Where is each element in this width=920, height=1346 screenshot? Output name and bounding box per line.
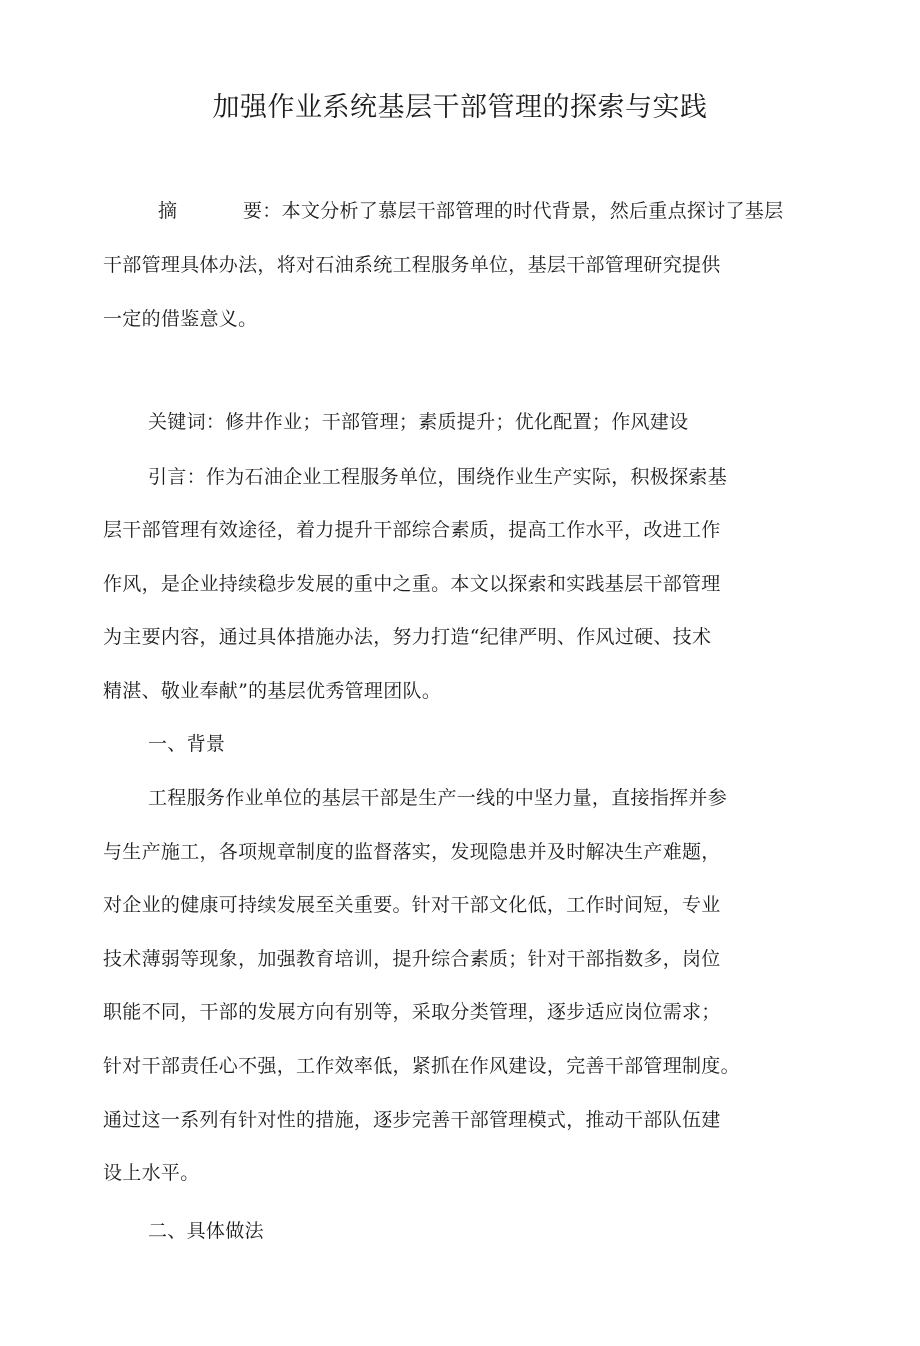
paragraph-line: 层干部管理有效途径，着力提升干部综合素质，提高工作水平，改进工作 xyxy=(103,519,721,541)
paragraph-line: 引言：作为石油企业工程服务单位，围绕作业生产实际，积极探索基 xyxy=(148,466,728,488)
keywords-line: 关键词：修井作业；干部管理；素质提升；优化配置；作风建设 xyxy=(148,411,689,433)
document-title: 加强作业系统基层干部管理的探索与实践 xyxy=(212,92,708,123)
paragraph-line: 工程服务作业单位的基层干部是生产一线的中坚力量，直接指挥并参 xyxy=(148,787,728,809)
paragraph-line: 作风，是企业持续稳步发展的重中之重。本文以探索和实践基层干部管理 xyxy=(103,573,721,595)
section-heading-background: 一、背景 xyxy=(148,733,226,755)
paragraph-line: 设上水平。 xyxy=(103,1162,200,1184)
abstract-line-3: 一定的借鉴意义。 xyxy=(103,308,258,330)
paragraph-line: 对企业的健康可持续发展至关重要。针对干部文化低，工作时间短，专业 xyxy=(103,894,721,916)
section-heading-methods: 二、具体做法 xyxy=(148,1220,264,1242)
abstract-line-1: 要：本文分析了慕层干部管理的时代背景，然后重点探讨了基层 xyxy=(243,200,784,222)
paragraph-line: 精湛、敬业奉献”的基层优秀管理团队。 xyxy=(103,680,442,702)
paragraph-line: 与生产施工，各项规章制度的监督落实，发现隐患并及时解决生产难题， xyxy=(103,841,721,863)
abstract-line-2: 干部管理具体办法，将对石油系统工程服务单位，基层干部管理研究提供 xyxy=(103,254,721,276)
paragraph-line: 通过这一系列有针对性的措施，逐步完善干部管理模式，推动干部队伍建 xyxy=(103,1109,721,1131)
abstract-label-first-char: 摘 xyxy=(158,200,178,222)
paragraph-line: 为主要内容，通过具体措施办法，努力打造“纪律严明、作风过硬、技术 xyxy=(103,626,712,648)
paragraph-line: 职能不同，干部的发展方向有别等，采取分类管理，逐步适应岗位需求； xyxy=(103,1001,721,1023)
paragraph-line: 针对干部责任心不强，工作效率低，紧抓在作风建设，完善干部管理制度。 xyxy=(103,1055,740,1077)
paragraph-line: 技术薄弱等现象，加强教育培训，提升综合素质；针对干部指数多，岗位 xyxy=(103,948,721,970)
